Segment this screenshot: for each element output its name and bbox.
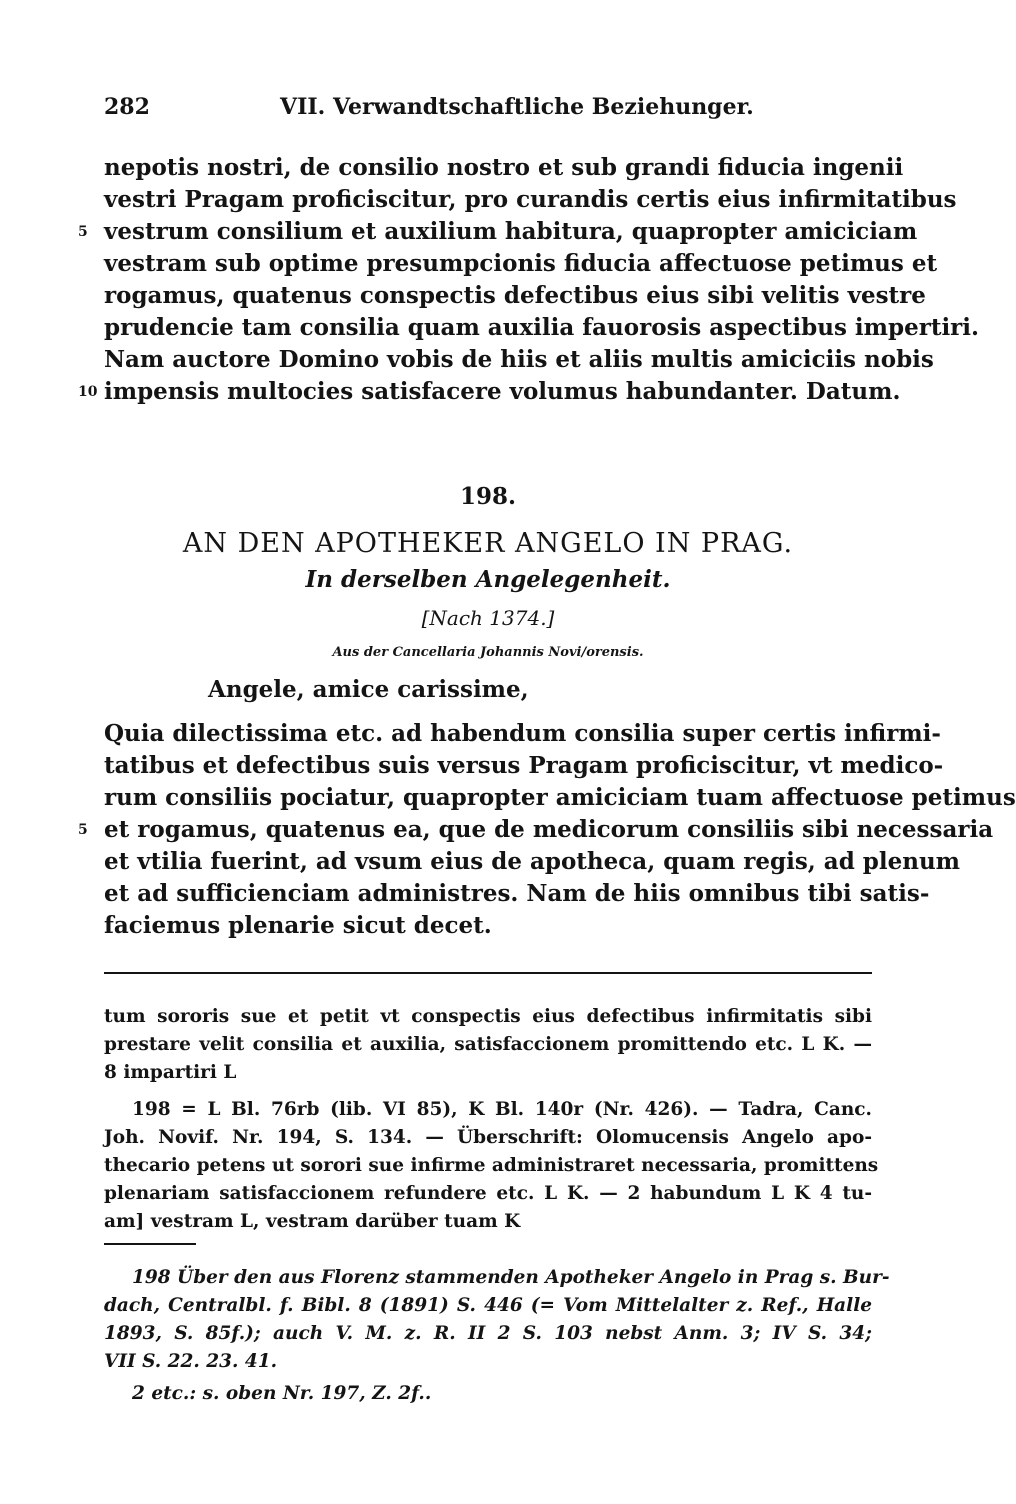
footnote-line: am] vestram L, vestram darüber tuam K xyxy=(104,1211,521,1232)
text-line: 10 impensis multocies satisfacere volumus habundanter. Datum. xyxy=(104,376,872,408)
commentary-divider xyxy=(104,1243,196,1245)
text-line: rum consiliis pociatur, quapropter amiciciam tuam affectuose petimus xyxy=(104,784,1016,811)
text-line: nepotis nostri, de consilio nostro et sub grandi fiducia ingenii xyxy=(104,154,904,181)
footnote-line: 1893, S. 85f.); auch V. M. z. R. II 2 S. 103 nebst Anm. 3; IV S. 34; xyxy=(104,1323,872,1344)
document-date: [Nach 1374.] xyxy=(421,606,555,630)
document-subtitle: In derselben Angelegenheit. xyxy=(305,566,671,593)
footnote-line: 2 etc.: s. oben Nr. 197, Z. 2f.. xyxy=(132,1383,432,1404)
running-header xyxy=(104,94,872,130)
document-source: Aus der Cancellaria Johannis Novi/orensis. xyxy=(332,645,644,660)
text-line: et ad sufficienciam administres. Nam de hiis omnibus tibi satis- xyxy=(104,880,930,907)
text-line: faciemus plenarie sicut decet. xyxy=(104,912,492,939)
footnote-line: Joh. Novif. Nr. 194, S. 134. — Überschrift: Olomucensis Angelo apo- xyxy=(104,1127,872,1148)
text-line: prudencie tam consilia quam auxilia fauorosis aspectibus impertiri. xyxy=(104,314,980,341)
footnote-line: 198 Über den aus Florenz stammenden Apotheker Angelo in Prag s. Bur- xyxy=(132,1267,890,1288)
footnote-line: plenariam satisfaccionem refundere etc. L K. — 2 habundum L K 4 tu- xyxy=(104,1183,872,1204)
text-line: Nam auctore Domino vobis de hiis et aliis multis amiciciis nobis xyxy=(104,346,934,373)
document-title: AN DEN APOTHEKER ANGELO IN PRAG. xyxy=(182,528,794,559)
footnote-line: thecario petens ut sorori sue infirme administraret necessaria, promittens xyxy=(104,1155,879,1176)
footnote-line: VII S. 22. 23. 41. xyxy=(104,1351,278,1372)
line-number: 5 xyxy=(78,224,88,240)
text-line: vestram sub optime presumpcionis fiducia affectuose petimus et xyxy=(104,250,938,277)
text-line: rogamus, quatenus conspectis defectibus eius sibi velitis vestre xyxy=(104,282,926,309)
text-line: tatibus et defectibus suis versus Pragam proficiscitur, vt medico- xyxy=(104,752,944,779)
footnote-line: 8 impartiri L xyxy=(104,1062,237,1083)
text-line: 5 vestrum consilium et auxilium habitura, quapropter amiciciam xyxy=(104,216,872,248)
footnote-line: tum sororis sue et petit vt conspectis eius defectibus infirmitatis sibi xyxy=(104,1006,872,1027)
footnote-line: dach, Centralbl. f. Bibl. 8 (1891) S. 446 (= Vom Mittelalter z. Ref., Halle xyxy=(104,1295,872,1316)
text-line: vestri Pragam proficiscitur, pro curandis certis eius infirmitatibus xyxy=(104,186,957,213)
salutation: Angele, amice carissime, xyxy=(208,676,529,703)
running-title: VII. Verwandtschaftliche Beziehunger. xyxy=(280,94,754,120)
line-number: 5 xyxy=(78,822,88,838)
text-line: 5 et rogamus, quatenus ea, que de medicorum consiliis sibi necessaria xyxy=(104,814,872,846)
document-number: 198. xyxy=(459,483,517,510)
footnote-line: prestare velit consilia et auxilia, satisfaccionem promittendo etc. L K. — xyxy=(104,1034,872,1055)
footnote-divider xyxy=(104,972,872,974)
text-line: Quia dilectissima etc. ad habendum consilia super certis infirmi- xyxy=(104,720,941,747)
line-number: 10 xyxy=(78,384,98,400)
page-number: 282 xyxy=(104,94,150,120)
text-line: et vtilia fuerint, ad vsum eius de apotheca, quam regis, ad plenum xyxy=(104,848,961,875)
footnote-line: 198 = L Bl. 76rb (lib. VI 85), K Bl. 140r (Nr. 426). — Tadra, Canc. xyxy=(132,1099,872,1120)
